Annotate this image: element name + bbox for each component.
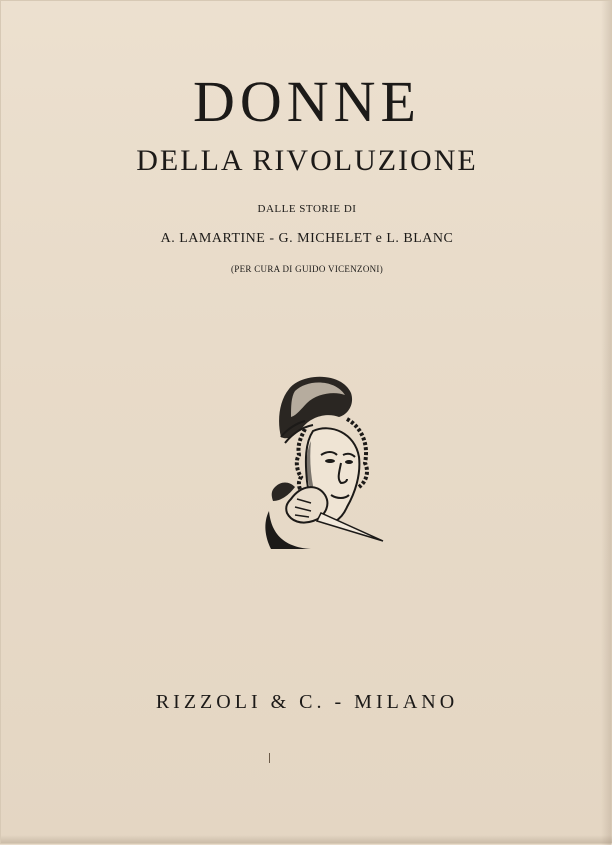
eye-left — [325, 459, 335, 463]
eye-right — [345, 460, 353, 464]
dagger-blade — [317, 513, 383, 541]
woodcut-portrait-icon — [251, 371, 391, 551]
cover-bottom-edge — [1, 835, 612, 843]
cover-title: DONNE — [193, 69, 421, 134]
cover-from-line: DALLE STORIE DI — [257, 203, 357, 215]
hair-curls — [297, 429, 305, 495]
cover-subtitle: DELLA RIVOLUZIONE — [136, 144, 478, 177]
cover-editor-note: (PER CURA DI GUIDO VICENZONI) — [230, 264, 384, 274]
paper-mark — [269, 753, 270, 763]
cover-publisher: RIZZOLI & C. - MILANO — [155, 691, 459, 713]
cover-authors: A. LAMARTINE - G. MICHELET e L. BLANC — [160, 231, 454, 246]
